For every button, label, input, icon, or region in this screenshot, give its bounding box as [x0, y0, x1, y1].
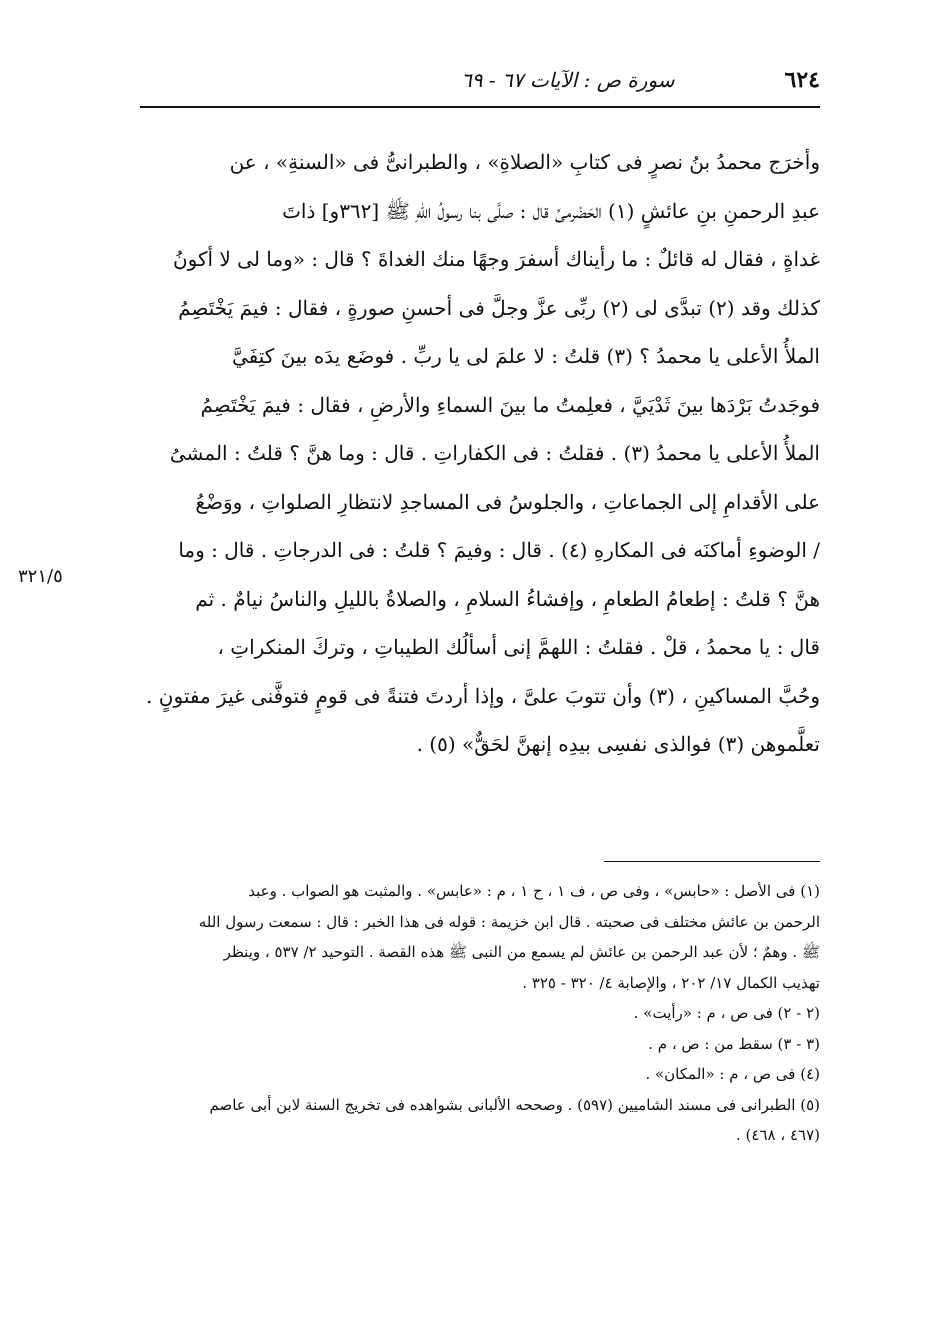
- text-line: غداةٍ ، فقال له قائلٌ : ما رأيناك أسفرَ وجهًا منك الغداةَ ؟ قال : «وما لى لا أكونُ: [172, 247, 820, 271]
- main-text: [140, 138, 820, 769]
- text-line: وحُبَّ المساكينِ ، (٣) وأن تتوبَ علىَّ ، وإذا أردتَ فتنةً فى قومٍ فتوفَّنى غيرَ مفتونٍ .: [146, 683, 820, 708]
- footnote-line: (٤) فى ص ، م : «المكان» .: [645, 1065, 820, 1083]
- text-line: هنَّ ؟ قلتُ : إطعامُ الطعامِ ، وإفشاءُ السلامِ ، والصلاةُ بالليلِ والناسُ نيامٌ . ثم: [195, 586, 820, 611]
- text-line: على الأقدامِ إلى الجماعاتِ ، والجلوسُ فى المساجدِ لانتظارِ الصلواتِ ، ووَضْعُ: [195, 489, 820, 514]
- page-header: [140, 58, 820, 102]
- text-line: / الوضوءِ أماكنَه فى المكارهِ (٤) . قال : وفيمَ ؟ قلتُ : فى الدرجاتِ . قال : وما: [178, 538, 820, 562]
- text-line: الملأُ الأعلى يا محمدُ (٣) . فقلتُ : فى الكفاراتِ . قال : وما هنَّ ؟ قلتُ : المشىُ: [169, 441, 820, 465]
- footnotes: [140, 876, 820, 1151]
- text-line: تعلَّموهن (٣) فوالذى نفسِى بيدِه إنهنَّ لحَقٌّ» (٥) .: [416, 732, 820, 756]
- page-number: ٦٢٤: [784, 67, 820, 93]
- running-title: سورة ص : الآيات ٦٧ - ٦٩: [461, 68, 675, 92]
- footnote-line: الرحمن بن عائش مختلف فى صحبته . قال ابن خزيمة : قوله فى هذا الخبر : قال : سمعت رسول الله: [198, 912, 820, 931]
- footnote-line: (٣ - ٣) سقط من : ص ، م .: [648, 1034, 820, 1053]
- text-line: الملأُ الأعلى يا محمدُ ؟ (٣) قلتُ : لا علمَ لى يا ربِّ . فوضَع يدَه بينَ كتِفَيَّ: [231, 344, 820, 368]
- text-line: فوجَدتُ بَرْدَها بينَ ثَدْيَيَّ ، فعلِمتُ ما بينَ السماءِ والأرضِ ، فقال : فيمَ يَخْتَصِمُ: [200, 392, 820, 417]
- text-line: وأخرَج محمدُ بنُ نصرٍ فى كتابِ «الصلاةِ» ، والطبرانىُّ فى «السنةِ» ، عن: [229, 150, 820, 174]
- text-line: قال : يا محمدُ ، قلْ . فقلتُ : اللهمَّ إنى أسألُك الطيباتِ ، وتركَ المنكراتِ ،: [217, 635, 820, 659]
- footnote-line: (٢ - ٢) فى ص ، م : «رأيت» .: [633, 1004, 820, 1022]
- header-rule: [140, 106, 820, 108]
- footnote-line: ﷺ . وهمٌ ؛ لأن عبد الرحمن بن عائش لم يسمع من النبى ﷺ هذه القصة . التوحيد ٢/ ٥٣٧ ، وينظر: [223, 943, 820, 961]
- footnote-line: (٥) الطبرانى فى مسند الشاميين (٥٩٧) . وصححه الألبانى بشواهده فى تخريج السنة لابن أبى عاصم: [209, 1095, 820, 1114]
- footnote-line: (٤٦٧ ، ٤٦٨) .: [736, 1126, 820, 1144]
- margin-volume-page-note: ٣٢١/٥: [18, 566, 63, 587]
- text-line: كذلك وقد (٢) تبدَّى لى (٢) ربِّى عزَّ وجلَّ فى أحسنِ صورةٍ ، فقال : فيمَ يَخْتَصِمُ: [178, 295, 820, 320]
- footnote-line: (١) فى الأصل : «حابس» ، وفى ص ، ف ١ ، ح ١ ، م : «عابس» . والمثبت هو الصواب . وعبد: [248, 882, 820, 900]
- footnote-separator: [604, 861, 820, 862]
- text-line: عبدِ الرحمنِ بنِ عائشٍ (١) الحَضْرمىِّ قال : صلَّى بنا رسولُ اللهِ ﷺ [٣٦٢و] ذاتَ: [282, 198, 820, 223]
- footnote-line: تهذيب الكمال ١٧/ ٢٠٢ ، والإصابة ٤/ ٣٢٠ - ٣٢٥ .: [522, 973, 820, 992]
